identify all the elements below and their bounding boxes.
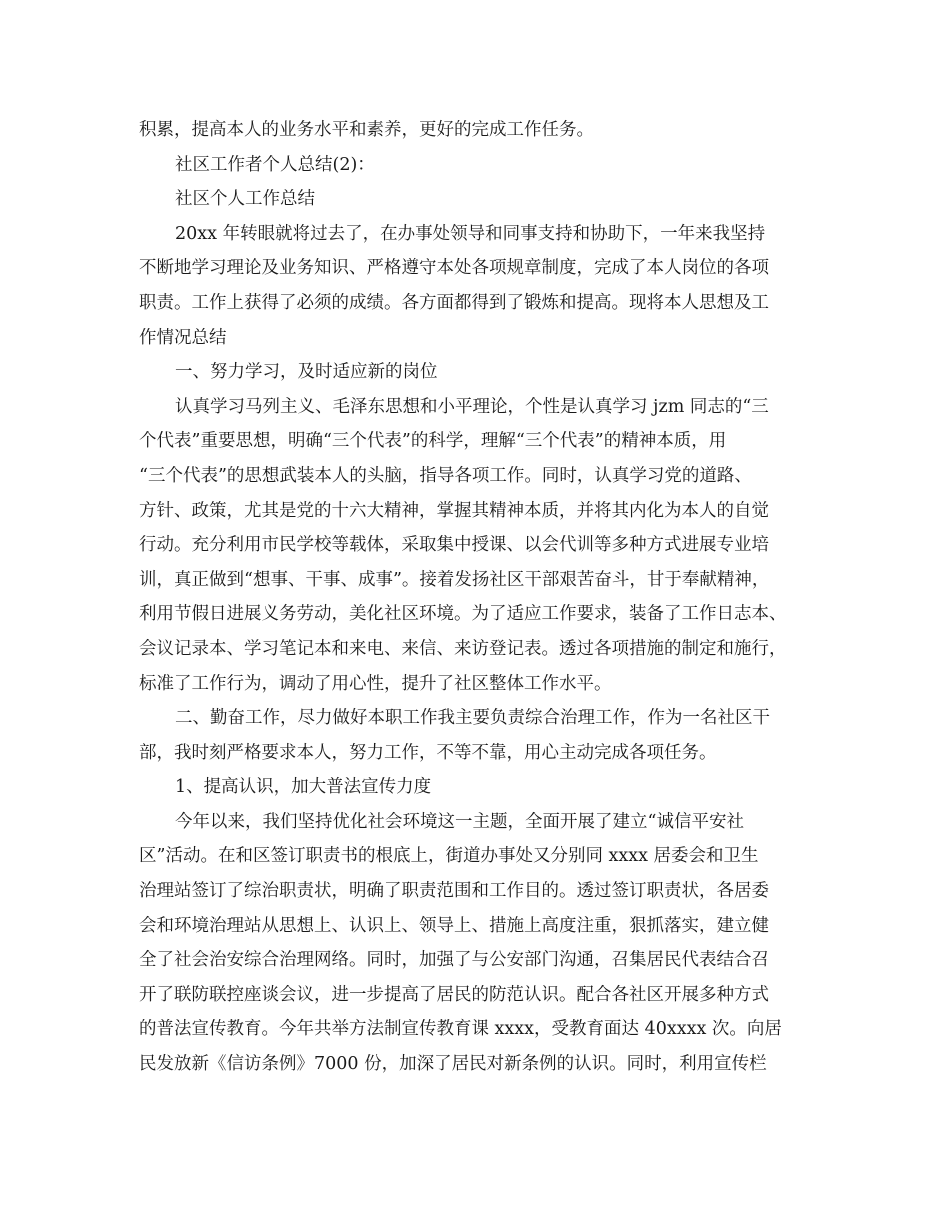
text-line: 认真学习马列主义、毛泽东思想和小平理论，个性是认真学习 jzm 同志的“三 [175,396,769,417]
text-line: 训，真正做到“想事、干事、成事”。接着发扬社区干部艰苦奋斗，甘于奉献精神， [139,569,770,590]
text-line: 社区工作者个人总结(2)： [175,154,375,175]
text-line: 二、勤奋工作，尽力做好本职工作我主要负责综合治理工作，作为一名社区干 [175,708,770,729]
text-line: 行动。充分利用市民学校等载体，采取集中授课、以会代训等多种方式进展专业培 [139,535,769,556]
text-line: 1、提高认识，加大普法宣传力度 [175,777,432,798]
text-line: 今年以来，我们坚持优化社会环境这一主题，全面开展了建立“诚信平安社 [175,811,744,832]
text-line: 职责。工作上获得了必须的成绩。各方面都得到了锻炼和提高。现将本人思想及工 [139,292,769,313]
text-line: 会和环境治理站从思想上、认识上、领导上、措施上高度注重，狠抓落实，建立健 [139,915,769,936]
text-line: 的普法宣传教育。今年共举方法制宣传教育课 xxxx，受教育面达 40xxxx 次。向居 [139,1019,782,1040]
text-line: 标准了工作行为，调动了用心性，提升了社区整体工作水平。 [139,673,612,694]
text-line: 作情况总结 [139,327,227,348]
text-line: 20xx 年转眼就将过去了，在办事处领导和同事支持和协助下，一年来我坚持 [175,223,766,244]
text-line: 部，我时刻严格要求本人，努力工作，不等不靠，用心主动完成各项任务。 [139,742,717,763]
text-line: “三个代表”的思想武装本人的头脑，指导各项工作。同时，认真学习党的道路、 [139,465,752,486]
text-line: 一、努力学习，及时适应新的岗位 [175,362,438,383]
text-line: 积累，提高本人的业务水平和素养，更好的完成工作任务。 [139,120,594,140]
text-line: 区”活动。在和区签订职责书的根底上，街道办事处又分别同 xxxx 居委会和卫生 [139,846,759,867]
text-line: 社区个人工作总结 [175,189,315,210]
text-line: 会议记录本、学习笔记本和来电、来信、来访登记表。透过各项措施的制定和施行， [139,638,787,659]
document-body [139,113,829,1082]
text-line: 民发放新《信访条例》7000 份，加深了居民对新条例的认识。同时，利用宣传栏 [139,1054,767,1075]
text-line: 不断地学习理论及业务知识、严格遵守本处各项规章制度，完成了本人岗位的各项 [139,258,769,279]
text-line: 治理站签订了综治职责状，明确了职责范围和工作目的。透过签订职责状，各居委 [139,881,769,902]
text-line: 方针、政策，尤其是党的十六大精神，掌握其精神本质，并将其内化为本人的自觉 [139,500,769,521]
text-line: 全了社会治安综合治理网络。同时，加强了与公安部门沟通，召集居民代表结合召 [139,950,769,971]
text-line: 个代表”重要思想，明确“三个代表”的科学，理解“三个代表”的精神本质，用 [139,431,727,452]
text-line: 利用节假日进展义务劳动，美化社区环境。为了适应工作要求，装备了工作日志本、 [139,604,787,625]
text-line: 开了联防联控座谈会议，进一步提高了居民的防范认识。配合各社区开展多种方式 [139,984,769,1005]
